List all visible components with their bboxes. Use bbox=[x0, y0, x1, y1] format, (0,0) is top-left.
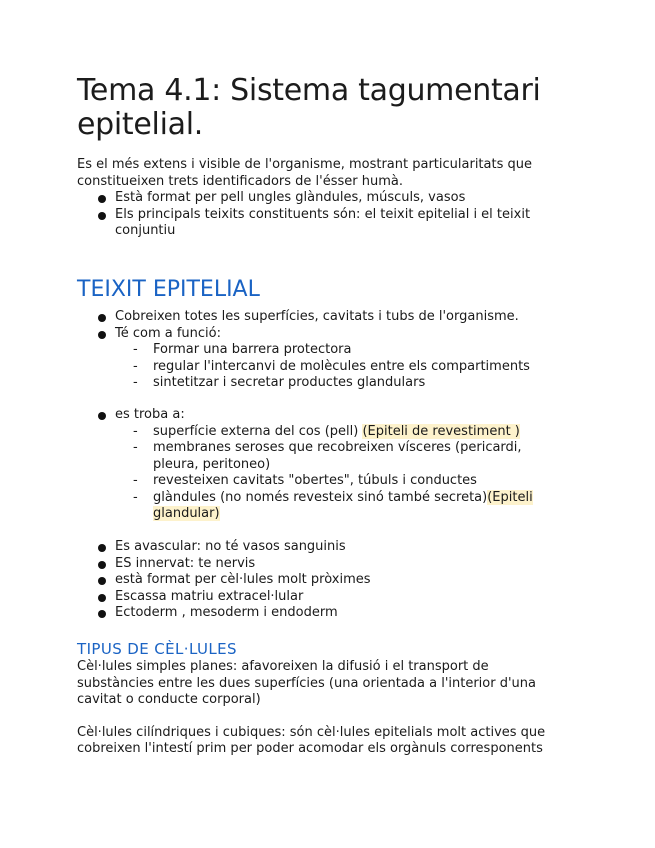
teixit-ubicacio-block bbox=[77, 407, 547, 523]
ubicacio-bullet-list bbox=[77, 407, 547, 424]
list-item: - regular l'intercanvi de molècules entre els compartiments bbox=[77, 359, 577, 376]
page-title: Tema 4.1: Sistema tagumentari epitelial. bbox=[77, 73, 541, 142]
list-item bbox=[77, 424, 547, 441]
ubicacio-dash-list bbox=[77, 424, 547, 523]
list-item: Es avascular: no té vasos sanguinis bbox=[77, 539, 577, 556]
list-item: es troba a: bbox=[77, 407, 547, 424]
list-item: Està format per pell ungles glàndules, músculs, vasos bbox=[77, 190, 577, 207]
list-item: - sintetitzar i secretar productes glandulars bbox=[77, 375, 577, 392]
list-item bbox=[77, 490, 547, 523]
list-item: Cobreixen totes les superfícies, cavitats i tubs de l'organisme. bbox=[77, 309, 577, 326]
list-item: - revesteixen cavitats "obertes", túbuls i conductes bbox=[77, 473, 547, 490]
funcions-dash-list bbox=[77, 342, 577, 392]
section-heading-tipus-cellules: TIPUS DE CÈL·LULES bbox=[77, 640, 237, 658]
intro-paragraph: Es el més extens i visible de l'organisme, mostrant particularitats que constitueixen trets identificadors de l'ésser humà. bbox=[77, 157, 532, 189]
list-item: - Formar una barrera protectora bbox=[77, 342, 577, 359]
teixit-bullet-list bbox=[77, 309, 577, 342]
highlight-epiteli-revestiment: (Epiteli de revestiment ) bbox=[362, 423, 520, 439]
propietats-bullet-list bbox=[77, 539, 577, 622]
list-item: Ectoderm , mesoderm i endoderm bbox=[77, 605, 577, 622]
tipus-block bbox=[77, 659, 567, 758]
list-item: ES innervat: te nervis bbox=[77, 556, 577, 573]
list-item: està format per cèl·lules molt pròximes bbox=[77, 572, 577, 589]
section-heading-teixit-epitelial: TEIXIT EPITELIAL bbox=[77, 277, 260, 302]
paragraph-cellules-planes: Cèl·lules simples planes: afavoreixen la difusió i el transport de substàncies entre les dues superfícies (una orientada a l'interior d'una cavitat o conducte corporal) bbox=[77, 659, 536, 707]
paragraph-cellules-cilindriques: Cèl·lules cilíndriques i cubiques: són cèl·lules epitelials molt actives que cobreixen l'intestí prim per poder acomodar els orgànuls corresponents bbox=[77, 724, 546, 756]
item-text: superfície externa del cos (pell) bbox=[153, 423, 363, 439]
item-text: glàndules (no només revesteix sinó també secreta) bbox=[153, 489, 488, 505]
list-item: Escassa matriu extracel·lular bbox=[77, 589, 577, 606]
highlight-epiteli-glandular: (Epiteli glandular) bbox=[153, 489, 533, 521]
list-item: - membranes seroses que recobreixen vísceres (pericardi, pleura, peritoneo) bbox=[77, 440, 547, 473]
list-item: Té com a funció: bbox=[77, 326, 577, 343]
list-item: Els principals teixits constituents són: el teixit epitelial i el teixit conjuntiu bbox=[77, 207, 577, 240]
propietats-block bbox=[77, 539, 577, 622]
intro-section bbox=[77, 157, 577, 240]
intro-bullet-list bbox=[77, 190, 577, 240]
teixit-funcio-block bbox=[77, 309, 577, 392]
